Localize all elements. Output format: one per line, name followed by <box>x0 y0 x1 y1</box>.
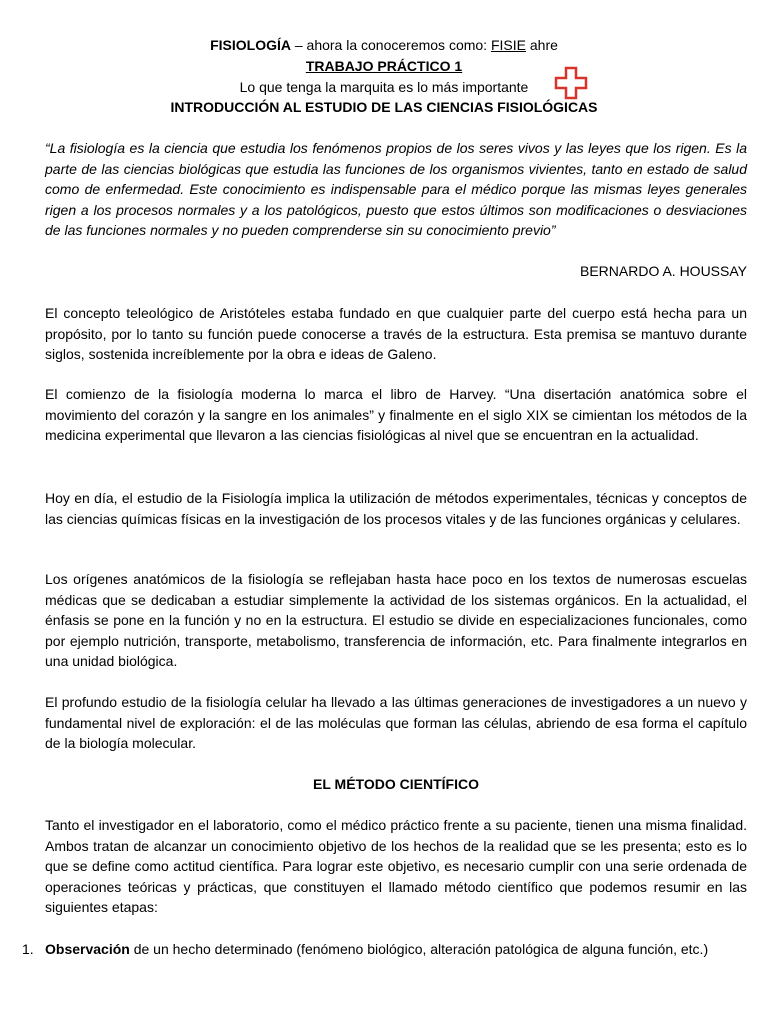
subject-title: FISIOLOGÍA <box>210 37 291 53</box>
paragraph-cellular-physiology: El profundo estudio de la fisiología celular ha llevado a las últimas generaciones de investigadores a un nuevo y fundamental nivel de exploración: el de las moléculas que forman las células, abriendo de esa forma el capítulo de la biología molecular. <box>45 694 747 751</box>
introduction-heading: INTRODUCCIÓN AL ESTUDIO DE LAS CIENCIAS FISIOLÓGICAS <box>170 99 598 115</box>
scientific-method-intro: Tanto el investigador en el laboratorio, como el médico práctico frente a su paciente, tienen una misma finalidad. Ambos tratan de alcanzar un conocimiento objetivo de los hechos de la realidad que se les presenta; esto es lo que se define como actitud científica. Para lograr este objetivo, es necesario cumplir con una serie ordenada de operaciones teóricas y prácticas, que constituyen el llamado método científico que podemos resumir en las siguientes etapas: <box>45 817 747 915</box>
scientific-method-heading: EL MÉTODO CIENTÍFICO <box>313 776 479 792</box>
paragraph-modern-physiology: Hoy en día, el estudio de la Fisiología implica la utilización de métodos experimentales, técnicas y conceptos de las ciencias químicas físicas en la investigación de los procesos vitales y de las funciones orgánicas y celulares. <box>45 490 747 527</box>
red-cross-mark-icon <box>554 66 588 100</box>
practice-heading: TRABAJO PRÁCTICO 1 <box>305 58 463 74</box>
paragraph-anatomic-origins: Los orígenes anatómicos de la fisiología se reflejaban hasta hace poco en los textos de numerosas escuelas médicas que se dedicaban a estudiar simplemente la actividad de los sistemas orgánicos. En la actualidad, el énfasis se pone en la función y no en la estructura. El estudio se divide en especializaciones funcionales, como por ejemplo nutrición, transporte, metabolismo, transferencia de información, etc. Para finalmente integrarlos en una unidad biológica. <box>45 571 747 669</box>
title-end-text: ahre <box>525 37 558 53</box>
importance-note: Lo que tenga la marquita es lo más importante <box>239 79 529 95</box>
document-title-line <box>0 36 768 54</box>
paragraph-harvey: El comienzo de la fisiología moderna lo marca el libro de Harvey. “Una disertación anatómica sobre el movimiento del corazón y la sangre en los animales” y finalmente en el siglo XIX se cimientan los métodos de la medicina experimental que llevaron a las ciencias fisiológicas al nivel que se encuentran en la actualidad. <box>45 386 747 443</box>
list-item <box>45 939 747 960</box>
quote-author: BERNARDO A. HOUSSAY <box>579 263 747 279</box>
paragraph-aristotle: El concepto teleológico de Aristóteles estaba fundado en que cualquier parte del cuerpo está hecha para un propósito, por lo tanto su función puede conocerse a través de la estructura. Esta premisa se mantuvo durante siglos, sostenida increíblemente por la obra e ideas de Galeno. <box>45 305 747 362</box>
houssay-quote: “La fisiología es la ciencia que estudia los fenómenos propios de los seres vivos y las leyes que los rigen. Es la parte de las ciencias biológicas que estudia las funciones de los organismos vivientes, tanto en estado de salud como de enfermedad. Este conocimiento es indispensable para el médico porque las mismas leyes generales rigen a los procesos normales y a los patológicos, puesto que estos últimos son modificaciones o desviaciones de las funciones normales y no pueden comprenderse sin su conocimiento previo” <box>45 140 747 238</box>
list-item-number: 1. <box>22 941 34 957</box>
list-item-text: de un hecho determinado (fenómeno biológico, alteración patológica de alguna función, etc.) <box>129 941 709 957</box>
title-middle-text: – ahora la conoceremos como: <box>290 37 491 53</box>
list-item-term: Observación <box>45 941 130 957</box>
subject-nickname: FISIE <box>490 37 526 53</box>
